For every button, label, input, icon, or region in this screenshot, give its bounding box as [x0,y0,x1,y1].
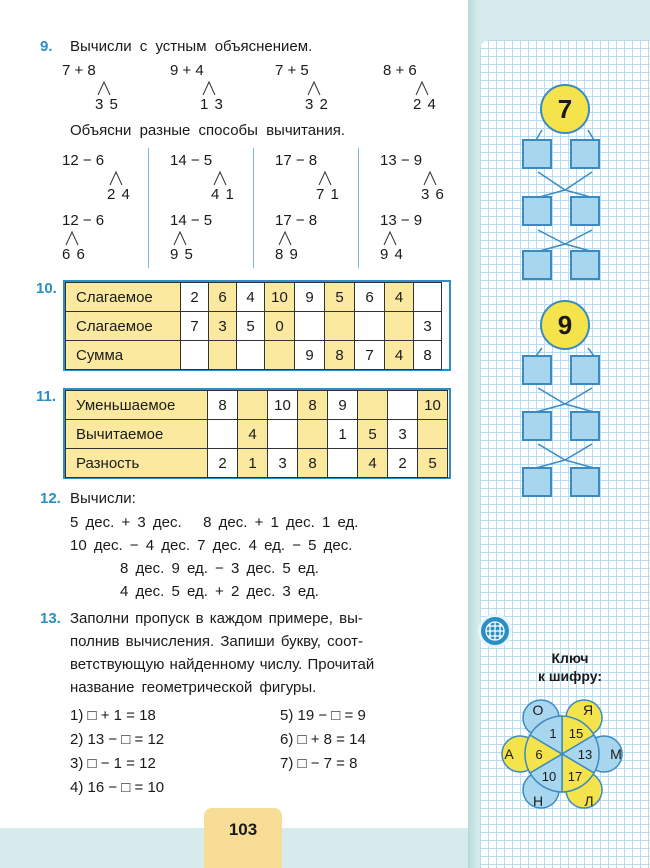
ex9-row2-split-3: 7 1 [316,186,340,203]
ex12-line-3: 8 дес. 9 ед. − 3 дес. 5 ед. [120,560,319,577]
split-bracket [201,80,217,96]
table-cell: 2 [181,283,209,312]
exercise-11-number: 11. [36,388,57,405]
exercise-12-title: Вычисли: [70,490,136,507]
row-label: Уменьшаемое [66,391,208,420]
key-letter: Я [582,702,594,718]
table-cell [385,312,414,341]
answer-square[interactable] [522,250,552,280]
table-row [66,283,442,312]
table-cell: 6 [209,283,237,312]
tree-root-circle-2: 9 [540,300,590,350]
key-number: 15 [568,726,584,741]
answer-square[interactable] [570,139,600,169]
split-bracket [108,170,124,186]
answer-square[interactable] [522,355,552,385]
ex13-item-1: 1) □ + 1 = 18 [70,707,156,724]
ex13-item-4: 4) 16 − □ = 10 [70,779,165,796]
subtraction-table [65,390,448,478]
column-divider [358,148,359,268]
ex13-item-2: 2) 13 − □ = 12 [70,731,165,748]
ex9-row1-split-3: 3 2 [305,96,329,113]
split-bracket [277,230,293,246]
table-cell [355,312,385,341]
split-bracket [172,230,188,246]
ex9-row1-split-2: 1 3 [200,96,224,113]
table-cell [238,391,268,420]
column-divider [148,148,149,268]
split-bracket [414,80,430,96]
ex9-row3-split-1: 6 6 [62,246,86,263]
ex13-text-line-2: полнив вычисления. Запиши букву, соот- [70,633,364,650]
table-row [66,449,448,478]
key-title-line-2: к шифру: [537,668,603,684]
table-cell: 4 [385,283,414,312]
table-cell: 3 [268,449,298,478]
ex9-row2-split-1: 2 4 [107,186,131,203]
ex9-row3-expr-2: 14 − 5 [170,212,213,229]
table-cell: 10 [418,391,448,420]
ex9-row2-expr-2: 14 − 5 [170,152,213,169]
table-row [66,312,442,341]
table-cell [181,341,209,370]
page-edge [468,0,478,868]
table-cell: 5 [358,420,388,449]
tree-root-circle-1: 7 [540,84,590,134]
key-number: 10 [541,769,557,784]
table-cell: 3 [209,312,237,341]
table-cell: 7 [181,312,209,341]
exercise-9-title: Вычисли с устным объяснением. [70,38,313,55]
ex12-line-4: 4 дес. 5 ед. + 2 дес. 3 ед. [120,583,319,600]
table-cell: 2 [388,449,418,478]
key-number: 13 [577,747,593,762]
table-cell: 3 [414,312,442,341]
table-cell: 2 [208,449,238,478]
table-cell: 4 [358,449,388,478]
answer-square[interactable] [522,411,552,441]
exercise-10-number: 10. [36,280,57,297]
ex9-row3-expr-3: 17 − 8 [275,212,318,229]
key-letter: Н [532,793,544,809]
exercise-9-number: 9. [40,38,53,55]
ex13-text-line-1: Заполни пропуск в каждом примере, вы- [70,610,363,627]
table-cell: 1 [328,420,358,449]
answer-square[interactable] [570,196,600,226]
table-cell: 9 [295,283,325,312]
key-title-line-1: Ключ [551,650,589,666]
answer-square[interactable] [570,411,600,441]
key-letter: О [532,702,544,718]
table-row [66,391,448,420]
split-bracket [212,170,228,186]
row-label: Слагаемое [66,312,181,341]
table-cell [209,341,237,370]
table-cell [358,391,388,420]
exercise-9-subtitle: Объясни разные способы вычитания. [70,122,346,139]
answer-square[interactable] [570,467,600,497]
page-number: 103 [204,808,282,868]
addition-table [65,282,442,370]
table-cell [418,420,448,449]
ex9-row1-expr-1: 7 + 8 [62,62,96,79]
table-cell: 5 [418,449,448,478]
ex13-item-3: 3) □ − 1 = 12 [70,755,156,772]
ex9-row1-split-4: 2 4 [413,96,437,113]
ex9-row1-split-1: 3 5 [95,96,119,113]
table-cell [414,283,442,312]
exercise-12-number: 12. [40,490,61,507]
table-cell: 9 [328,391,358,420]
table-row [66,341,442,370]
table-cell: 8 [298,449,328,478]
ex9-row1-expr-4: 8 + 6 [383,62,417,79]
table-cell: 3 [388,420,418,449]
split-bracket [96,80,112,96]
split-bracket [306,80,322,96]
column-divider [253,148,254,268]
table-cell [208,420,238,449]
ex13-item-7: 7) □ − 7 = 8 [280,755,358,772]
cipher-key-flower [496,690,630,820]
table-cell [325,312,355,341]
table-cell [328,449,358,478]
ex13-item-5: 5) 19 − □ = 9 [280,707,366,724]
table-cell: 8 [325,341,355,370]
ex9-row2-expr-4: 13 − 9 [380,152,423,169]
table-cell: 0 [265,312,295,341]
row-label: Слагаемое [66,283,181,312]
ex12-line-2: 10 дес. − 4 дес. 7 дес. 4 ед. − 5 дес. [70,537,353,554]
table-row [66,420,448,449]
table-cell [268,420,298,449]
table-cell: 8 [298,391,328,420]
ex9-row2-expr-1: 12 − 6 [62,152,105,169]
ex13-text-line-3: ветствующую найденному числу. Прочитай [70,656,375,673]
row-label: Разность [66,449,208,478]
ex9-row2-split-4: 3 6 [421,186,445,203]
table-cell: 8 [414,341,442,370]
answer-square[interactable] [570,250,600,280]
split-bracket [422,170,438,186]
table-cell [298,420,328,449]
table-cell: 10 [265,283,295,312]
table-cell [388,391,418,420]
key-letter: М [610,746,622,762]
key-number: 1 [549,726,557,741]
ex9-row2-split-2: 4 1 [211,186,235,203]
exercise-13-number: 13. [40,610,61,627]
answer-square[interactable] [570,355,600,385]
key-letter: А [504,746,514,762]
ex9-row3-expr-1: 12 − 6 [62,212,105,229]
table-cell [237,341,265,370]
ex13-text-line-4: название геометрической фигуры. [70,679,317,696]
key-letter: Л [584,793,594,809]
ex12-line-1: 5 дес. + 3 дес. 8 дес. + 1 дес. 1 ед. [70,514,359,531]
table-cell: 10 [268,391,298,420]
ex9-row3-split-2: 9 5 [170,246,194,263]
ex9-row3-split-3: 8 9 [275,246,299,263]
ex9-row3-split-4: 9 4 [380,246,404,263]
table-cell: 4 [238,420,268,449]
answer-square[interactable] [522,139,552,169]
split-bracket [382,230,398,246]
table-cell: 7 [355,341,385,370]
ex9-row1-expr-3: 7 + 5 [275,62,309,79]
ex13-item-6: 6) □ + 8 = 14 [280,731,366,748]
table-cell: 1 [238,449,268,478]
globe-icon [478,614,512,648]
table-cell [265,341,295,370]
answer-square[interactable] [522,196,552,226]
split-bracket [317,170,333,186]
ex9-row1-expr-2: 9 + 4 [170,62,204,79]
table-cell: 9 [295,341,325,370]
split-bracket [64,230,80,246]
answer-square[interactable] [522,467,552,497]
table-cell: 4 [385,341,414,370]
table-cell: 8 [208,391,238,420]
key-number: 17 [567,769,583,784]
table-cell: 5 [237,312,265,341]
table-cell [295,312,325,341]
table-cell: 6 [355,283,385,312]
table-cell: 5 [325,283,355,312]
ex9-row3-expr-4: 13 − 9 [380,212,423,229]
table-cell: 4 [237,283,265,312]
row-label: Сумма [66,341,181,370]
row-label: Вычитаемое [66,420,208,449]
ex9-row2-expr-3: 17 − 8 [275,152,318,169]
key-number: 6 [535,747,543,762]
